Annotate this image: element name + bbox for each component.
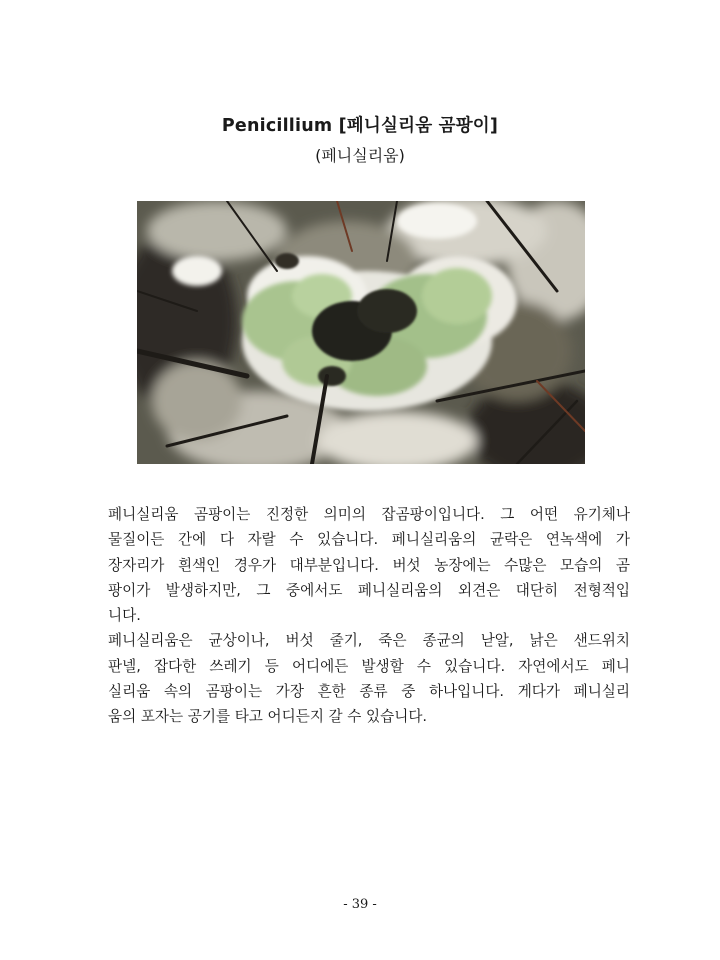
text-line: 움의 포자는 공기를 타고 어디든지 갈 수 있습니다. <box>108 708 428 726</box>
page-title: Penicillium [페니실리움 곰팡이] <box>221 116 499 136</box>
body-text <box>108 502 630 730</box>
text-line: 장자리가 흰색인 경우가 대부분입니다. 버섯 농장에는 수많은 모습의 곰 <box>108 556 630 574</box>
text-line: 판넬, 잡다한 쓰레기 등 어디에든 발생할 수 있습니다. 자연에서도 페니 <box>108 657 630 675</box>
text-line: 페니실리움은 균상이나, 버섯 줄기, 죽은 종균의 낟알, 낡은 샌드위치 <box>108 632 630 650</box>
text-line: 페니실리움 곰팡이는 진정한 의미의 잡곰팡이입니다. 그 어떤 유기체나 <box>108 506 630 523</box>
text-line: 니다. <box>108 607 141 625</box>
text-line: 물질이든 간에 다 자랄 수 있습니다. 페니실리움의 균락은 연녹색에 가 <box>108 531 630 549</box>
page-subtitle: (페니실리움) <box>315 146 405 165</box>
text-line: 실리움 속의 곰팡이는 가장 흔한 종류 중 하나입니다. 게다가 페니실리 <box>108 683 630 701</box>
text-line: 팡이가 발생하지만, 그 중에서도 페니실리움의 외견은 대단히 전형적입 <box>108 581 630 599</box>
penicillium-mold-photo <box>137 201 585 464</box>
page-number: - 39 - <box>343 897 377 912</box>
